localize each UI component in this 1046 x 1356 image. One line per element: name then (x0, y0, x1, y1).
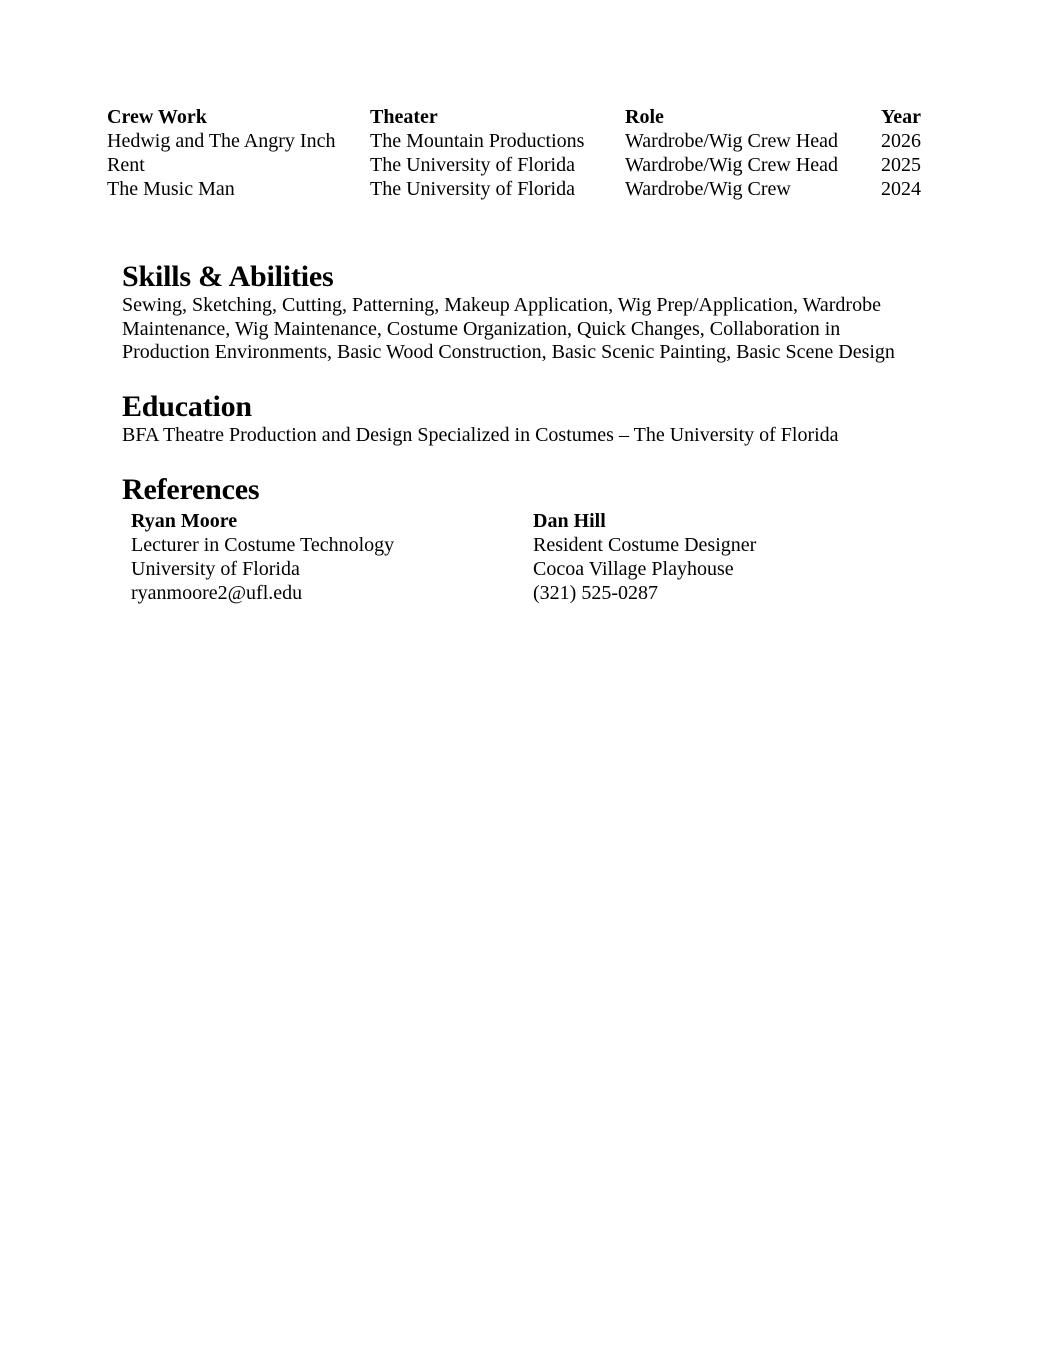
role-cell: Wardrobe/Wig Crew Head (625, 130, 839, 152)
crew-work-table (107, 105, 937, 201)
skills-section (122, 260, 942, 365)
skills-line: Production Environments, Basic Wood Construction, Basic Scenic Painting, Basic Scene Design (122, 341, 895, 363)
reference-organization: Cocoa Village Playhouse (533, 558, 734, 580)
year-cell: 2025 (881, 154, 921, 176)
year-cell: 2024 (881, 178, 921, 200)
skills-line: Maintenance, Wig Maintenance, Costume Organization, Quick Changes, Collaboration in (122, 317, 841, 340)
theater-cell: The Mountain Productions (370, 130, 585, 152)
references-heading: References (122, 473, 260, 506)
theater-cell: The University of Florida (370, 154, 575, 176)
reference-phone: (321) 525-0287 (533, 582, 658, 604)
education-text: BFA Theatre Production and Design Specialized in Costumes – The University of Florida (122, 424, 839, 446)
references-list (131, 509, 942, 609)
year-cell: 2026 (881, 130, 921, 152)
header-crew-work: Crew Work (107, 106, 207, 128)
reference-entry (131, 509, 394, 605)
references-section (122, 473, 942, 609)
reference-organization: University of Florida (131, 558, 300, 580)
reference-entry (533, 509, 756, 605)
skills-line: Sewing, Sketching, Cutting, Patterning, Makeup Application, Wig Prep/Application, Wardrobe (122, 294, 881, 316)
reference-email: ryanmoore2@ufl.edu (131, 582, 303, 604)
role-cell: Wardrobe/Wig Crew (625, 178, 791, 200)
crew-work-cell: Hedwig and The Angry Inch (107, 130, 336, 152)
reference-name: Dan Hill (533, 510, 606, 532)
reference-title: Resident Costume Designer (533, 534, 757, 556)
education-section (122, 390, 942, 448)
crew-work-cell: The Music Man (107, 178, 235, 200)
header-role: Role (625, 106, 664, 128)
theater-cell: The University of Florida (370, 178, 575, 200)
education-heading: Education (122, 390, 252, 423)
crew-table-header (107, 105, 937, 129)
reference-title: Lecturer in Costume Technology (131, 534, 395, 556)
header-year: Year (881, 106, 921, 128)
role-cell: Wardrobe/Wig Crew Head (625, 154, 839, 176)
table-row (107, 177, 937, 201)
table-row (107, 129, 937, 153)
skills-heading: Skills & Abilities (122, 260, 334, 293)
table-row (107, 153, 937, 177)
header-theater: Theater (370, 106, 438, 128)
crew-work-cell: Rent (107, 154, 145, 176)
reference-name: Ryan Moore (131, 510, 238, 532)
